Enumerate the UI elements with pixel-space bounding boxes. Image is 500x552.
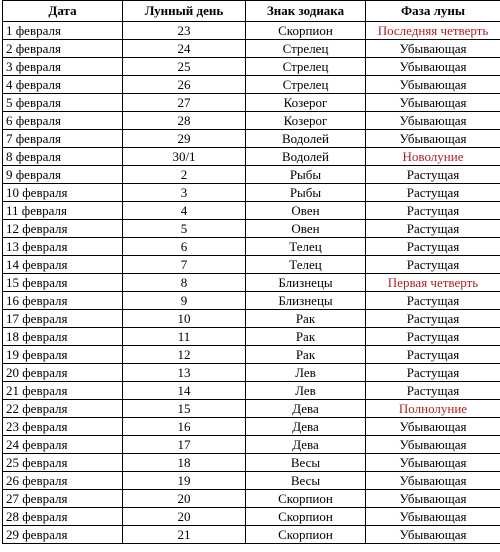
- table-row: [3, 166, 500, 184]
- date-cell: 29 февраля: [3, 526, 123, 544]
- moon-phase-cell: Новолуние: [366, 148, 500, 166]
- date-cell: 13 февраля: [3, 238, 123, 256]
- table-row: [3, 76, 500, 94]
- table-row: [3, 256, 500, 274]
- date-cell: 15 февраля: [3, 274, 123, 292]
- lunar-day-cell: 8: [123, 274, 246, 292]
- lunar-day-cell: 27: [123, 94, 246, 112]
- moon-phase-cell: Убывающая: [366, 58, 500, 76]
- table-row: [3, 490, 500, 508]
- table-row: [3, 382, 500, 400]
- zodiac-sign-cell: Дева: [246, 418, 366, 436]
- moon-phase-cell: Убывающая: [366, 112, 500, 130]
- moon-phase-cell: Растущая: [366, 292, 500, 310]
- table-row: [3, 418, 500, 436]
- zodiac-sign-cell: Стрелец: [246, 40, 366, 58]
- lunar-day-cell: 24: [123, 40, 246, 58]
- table-row: [3, 202, 500, 220]
- table-row: [3, 184, 500, 202]
- header-zodiac-sign: Знак зодиака: [246, 1, 366, 22]
- table-row: [3, 400, 500, 418]
- date-cell: 4 февраля: [3, 76, 123, 94]
- zodiac-sign-cell: Телец: [246, 256, 366, 274]
- moon-phase-cell: Растущая: [366, 202, 500, 220]
- moon-phase-cell: Растущая: [366, 220, 500, 238]
- table-row: [3, 238, 500, 256]
- lunar-day-cell: 2: [123, 166, 246, 184]
- date-cell: 22 февраля: [3, 400, 123, 418]
- zodiac-sign-cell: Рыбы: [246, 166, 366, 184]
- zodiac-sign-cell: Рак: [246, 346, 366, 364]
- zodiac-sign-cell: Козерог: [246, 112, 366, 130]
- moon-phase-cell: Растущая: [366, 382, 500, 400]
- lunar-day-cell: 21: [123, 526, 246, 544]
- zodiac-sign-cell: Овен: [246, 202, 366, 220]
- lunar-day-cell: 14: [123, 382, 246, 400]
- moon-phase-cell: Убывающая: [366, 94, 500, 112]
- lunar-day-cell: 3: [123, 184, 246, 202]
- moon-phase-cell: Убывающая: [366, 508, 500, 526]
- zodiac-sign-cell: Близнецы: [246, 274, 366, 292]
- moon-phase-cell: Убывающая: [366, 454, 500, 472]
- date-cell: 19 февраля: [3, 346, 123, 364]
- zodiac-sign-cell: Скорпион: [246, 526, 366, 544]
- lunar-day-cell: 18: [123, 454, 246, 472]
- date-cell: 20 февраля: [3, 364, 123, 382]
- table-row: [3, 454, 500, 472]
- date-cell: 1 февраля: [3, 22, 123, 40]
- table-row: [3, 220, 500, 238]
- zodiac-sign-cell: Водолей: [246, 130, 366, 148]
- date-cell: 28 февраля: [3, 508, 123, 526]
- table-row: [3, 130, 500, 148]
- zodiac-sign-cell: Дева: [246, 436, 366, 454]
- moon-phase-cell: Убывающая: [366, 130, 500, 148]
- date-cell: 21 февраля: [3, 382, 123, 400]
- moon-phase-cell: Первая четверть: [366, 274, 500, 292]
- moon-phase-cell: Убывающая: [366, 472, 500, 490]
- date-cell: 5 февраля: [3, 94, 123, 112]
- moon-phase-cell: Убывающая: [366, 526, 500, 544]
- lunar-day-cell: 29: [123, 130, 246, 148]
- zodiac-sign-cell: Стрелец: [246, 76, 366, 94]
- lunar-calendar-table: [2, 0, 500, 544]
- zodiac-sign-cell: Овен: [246, 220, 366, 238]
- date-cell: 16 февраля: [3, 292, 123, 310]
- lunar-day-cell: 23: [123, 22, 246, 40]
- date-cell: 27 февраля: [3, 490, 123, 508]
- zodiac-sign-cell: Весы: [246, 472, 366, 490]
- moon-phase-cell: Убывающая: [366, 490, 500, 508]
- table-row: [3, 346, 500, 364]
- moon-phase-cell: Растущая: [366, 310, 500, 328]
- lunar-day-cell: 26: [123, 76, 246, 94]
- date-cell: 14 февраля: [3, 256, 123, 274]
- table-row: [3, 40, 500, 58]
- zodiac-sign-cell: Лев: [246, 364, 366, 382]
- lunar-day-cell: 17: [123, 436, 246, 454]
- lunar-day-cell: 4: [123, 202, 246, 220]
- lunar-day-cell: 25: [123, 58, 246, 76]
- lunar-day-cell: 12: [123, 346, 246, 364]
- table-row: [3, 364, 500, 382]
- date-cell: 10 февраля: [3, 184, 123, 202]
- lunar-day-cell: 5: [123, 220, 246, 238]
- table-row: [3, 310, 500, 328]
- date-cell: 3 февраля: [3, 58, 123, 76]
- lunar-day-cell: 28: [123, 112, 246, 130]
- moon-phase-cell: Убывающая: [366, 418, 500, 436]
- lunar-day-cell: 30/1: [123, 148, 246, 166]
- header-lunar-day: Лунный день: [123, 1, 246, 22]
- table-row: [3, 274, 500, 292]
- table-row: [3, 148, 500, 166]
- table-row: [3, 94, 500, 112]
- lunar-day-cell: 20: [123, 508, 246, 526]
- moon-phase-cell: Убывающая: [366, 40, 500, 58]
- zodiac-sign-cell: Весы: [246, 454, 366, 472]
- lunar-day-cell: 10: [123, 310, 246, 328]
- moon-phase-cell: Убывающая: [366, 76, 500, 94]
- zodiac-sign-cell: Скорпион: [246, 22, 366, 40]
- date-cell: 23 февраля: [3, 418, 123, 436]
- zodiac-sign-cell: Рак: [246, 328, 366, 346]
- lunar-day-cell: 15: [123, 400, 246, 418]
- date-cell: 8 февраля: [3, 148, 123, 166]
- zodiac-sign-cell: Рыбы: [246, 184, 366, 202]
- header-moon-phase: Фаза луны: [366, 1, 500, 22]
- zodiac-sign-cell: Телец: [246, 238, 366, 256]
- date-cell: 2 февраля: [3, 40, 123, 58]
- date-cell: 7 февраля: [3, 130, 123, 148]
- date-cell: 9 февраля: [3, 166, 123, 184]
- date-cell: 6 февраля: [3, 112, 123, 130]
- table-row: [3, 328, 500, 346]
- zodiac-sign-cell: Рак: [246, 310, 366, 328]
- moon-phase-cell: Растущая: [366, 328, 500, 346]
- date-cell: 24 февраля: [3, 436, 123, 454]
- moon-phase-cell: Убывающая: [366, 436, 500, 454]
- table-row: [3, 508, 500, 526]
- table-header-row: [3, 1, 500, 22]
- date-cell: 11 февраля: [3, 202, 123, 220]
- moon-phase-cell: Полнолуние: [366, 400, 500, 418]
- lunar-day-cell: 6: [123, 238, 246, 256]
- zodiac-sign-cell: Скорпион: [246, 508, 366, 526]
- date-cell: 12 февраля: [3, 220, 123, 238]
- zodiac-sign-cell: Лев: [246, 382, 366, 400]
- lunar-day-cell: 11: [123, 328, 246, 346]
- lunar-day-cell: 19: [123, 472, 246, 490]
- table-body: [3, 22, 500, 544]
- moon-phase-cell: Растущая: [366, 364, 500, 382]
- lunar-day-cell: 9: [123, 292, 246, 310]
- moon-phase-cell: Растущая: [366, 256, 500, 274]
- lunar-day-cell: 7: [123, 256, 246, 274]
- lunar-day-cell: 13: [123, 364, 246, 382]
- zodiac-sign-cell: Близнецы: [246, 292, 366, 310]
- table-row: [3, 436, 500, 454]
- moon-phase-cell: Растущая: [366, 184, 500, 202]
- zodiac-sign-cell: Водолей: [246, 148, 366, 166]
- table-row: [3, 58, 500, 76]
- table-row: [3, 472, 500, 490]
- zodiac-sign-cell: Козерог: [246, 94, 366, 112]
- zodiac-sign-cell: Стрелец: [246, 58, 366, 76]
- date-cell: 17 февраля: [3, 310, 123, 328]
- moon-phase-cell: Растущая: [366, 238, 500, 256]
- table-row: [3, 112, 500, 130]
- header-date: Дата: [3, 1, 123, 22]
- zodiac-sign-cell: Скорпион: [246, 490, 366, 508]
- moon-phase-cell: Последняя четверть: [366, 22, 500, 40]
- date-cell: 25 февраля: [3, 454, 123, 472]
- moon-phase-cell: Растущая: [366, 166, 500, 184]
- zodiac-sign-cell: Дева: [246, 400, 366, 418]
- date-cell: 26 февраля: [3, 472, 123, 490]
- table-row: [3, 22, 500, 40]
- moon-phase-cell: Растущая: [366, 346, 500, 364]
- table-row: [3, 292, 500, 310]
- table-row: [3, 526, 500, 544]
- date-cell: 18 февраля: [3, 328, 123, 346]
- lunar-day-cell: 16: [123, 418, 246, 436]
- lunar-day-cell: 20: [123, 490, 246, 508]
